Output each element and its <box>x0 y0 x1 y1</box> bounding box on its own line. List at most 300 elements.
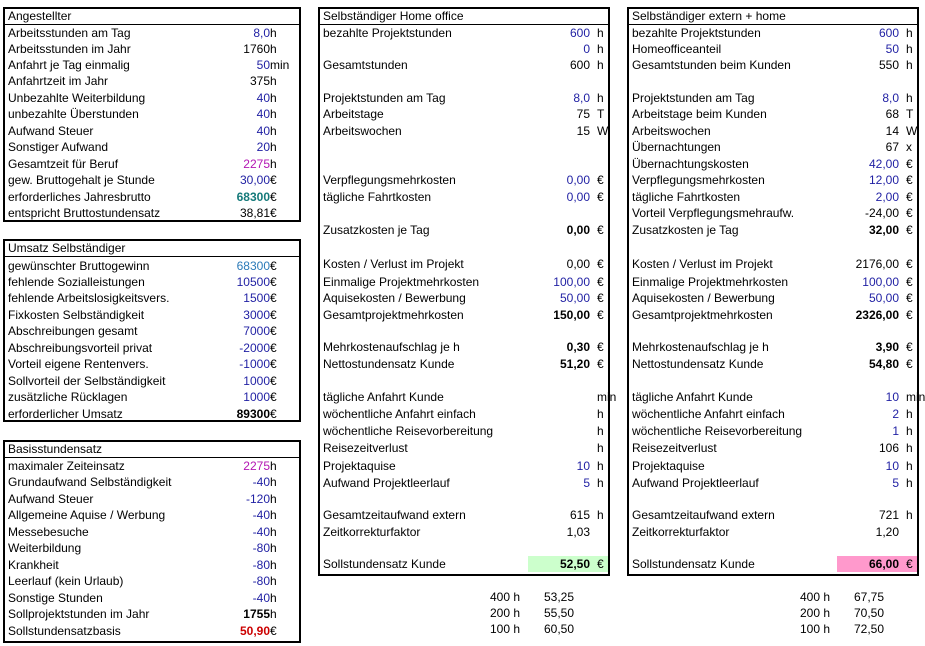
row-unit: h <box>270 124 277 138</box>
row-value[interactable]: 40 <box>256 124 270 138</box>
row-label: fehlende Sozialleistungen <box>8 275 145 289</box>
basis-row-sonstige-stunden-8 <box>5 590 299 606</box>
angestellter-title: Angestellter <box>5 9 299 25</box>
row-value[interactable]: 1500 <box>243 291 270 305</box>
row-value[interactable]: 7000 <box>243 324 270 338</box>
home-row-bezahlte-projektstunden-0 <box>320 25 608 41</box>
row-unit: € <box>597 257 604 271</box>
row-unit: € <box>906 257 913 271</box>
row-unit: h <box>906 508 913 522</box>
row-value[interactable]: 0,00 <box>566 223 590 237</box>
row-unit: h <box>270 475 277 489</box>
row-value[interactable]: 100,00 <box>862 275 899 289</box>
row-value[interactable]: -40 <box>252 475 270 489</box>
extern-row-woechentliche-anfahrt-einfach-19 <box>629 406 917 422</box>
row-value[interactable]: 1760 <box>243 42 270 56</box>
row-label: Vorteil Verpflegungsmehraufw. <box>632 206 795 220</box>
rate-table-hours: 400 h <box>799 590 830 604</box>
row-label: Aquisekosten / Bewerbung <box>632 291 775 305</box>
row-value[interactable]: 15 <box>576 124 590 138</box>
row-unit: € <box>270 624 277 638</box>
row-unit: € <box>906 173 913 187</box>
rate-table-rate: 60,50 <box>544 622 575 636</box>
row-unit: € <box>597 308 604 322</box>
row-unit: h <box>270 591 277 605</box>
row-unit: € <box>270 259 277 273</box>
row-value[interactable]: 2326,00 <box>855 308 899 322</box>
angestellter-row-arbeitsstunden-im-jahr-1 <box>5 41 299 57</box>
row-label: Nettostundensatz Kunde <box>632 357 764 371</box>
angestellter-panel <box>3 7 301 222</box>
row-unit: h <box>270 91 277 105</box>
row-value[interactable]: 89300 <box>236 407 270 421</box>
row-unit: € <box>270 341 277 355</box>
row-label: gew. Bruttogehalt je Stunde <box>8 173 155 187</box>
row-value[interactable]: 32,00 <box>868 223 899 237</box>
row-value[interactable]: 8,0 <box>573 91 590 105</box>
row-label: Messebesuche <box>8 525 89 539</box>
row-unit: T <box>597 107 605 121</box>
row-unit: h <box>597 476 604 490</box>
row-value[interactable]: 106 <box>878 441 899 455</box>
row-label: tägliche Fahrtkosten <box>323 190 432 204</box>
row-unit: h <box>270 42 277 56</box>
extern-row-kosten-verlust-im-projekt-12 <box>629 256 917 272</box>
row-value[interactable]: 67 <box>885 140 899 154</box>
row-unit: € <box>906 357 913 371</box>
row-label: Einmalige Projektmehrkosten <box>632 275 789 289</box>
row-unit: € <box>906 157 913 171</box>
extern-row-nettostundensatz-kunde-17 <box>629 356 917 372</box>
row-label: entspricht Bruttostundensatz <box>8 206 161 220</box>
extern-row-aquisekosten-bewerbung-14 <box>629 290 917 306</box>
umsatz-row-abschreibungsvorteil-privat-5 <box>5 340 299 356</box>
home-rate-table <box>450 590 610 640</box>
row-value[interactable]: 600 <box>569 58 590 72</box>
home-row-taegliche-fahrtkosten-7 <box>320 189 608 205</box>
row-value[interactable]: 10 <box>576 459 590 473</box>
row-label: Aufwand Steuer <box>8 124 94 138</box>
row-unit: h <box>906 91 913 105</box>
extern-row-woechentliche-reisevorbereitung-20 <box>629 423 917 439</box>
row-value[interactable]: 1755 <box>243 607 270 621</box>
basis-row-sollstundensatzbasis-10 <box>5 623 299 639</box>
row-value[interactable]: 0,00 <box>566 173 590 187</box>
row-unit: h <box>270 558 277 572</box>
row-label: Zusatzkosten je Tag <box>323 223 430 237</box>
basis-row-weiterbildung-5 <box>5 540 299 556</box>
row-label: Sollvorteil der Selbständigkeit <box>8 374 166 388</box>
row-unit: h <box>906 441 913 455</box>
row-value[interactable]: 68300 <box>236 190 270 204</box>
extern-row-projektaquise-22 <box>629 458 917 474</box>
row-unit: € <box>270 173 277 187</box>
row-value[interactable]: 14 <box>885 124 899 138</box>
row-value[interactable]: 2 <box>892 407 899 421</box>
row-value[interactable]: 40 <box>256 107 270 121</box>
row-unit: h <box>270 26 277 40</box>
extern-row-reisezeitverlust-21 <box>629 440 917 456</box>
extern-row-taegliche-fahrtkosten-9 <box>629 189 917 205</box>
home-row-kosten-verlust-im-projekt-9 <box>320 256 608 272</box>
row-label: Gesamtzeitaufwand extern <box>632 508 775 522</box>
row-label: Mehrkostenaufschlag je h <box>632 340 769 354</box>
row-value[interactable]: 0,00 <box>566 257 590 271</box>
row-label: Projektaquise <box>632 459 705 473</box>
row-value[interactable]: -40 <box>252 591 270 605</box>
row-unit: h <box>270 107 277 121</box>
row-label: Kosten / Verlust im Projekt <box>632 257 773 271</box>
row-value[interactable]: -120 <box>245 492 270 506</box>
extern-row-sollstundensatz-kunde-26 <box>629 556 917 572</box>
extern-row-vorteil-verpflegungsmehraufw-10 <box>629 205 917 221</box>
row-value[interactable]: 66,00 <box>837 556 917 572</box>
row-value[interactable]: 600 <box>569 26 590 40</box>
home-row-aquisekosten-bewerbung-11 <box>320 290 608 306</box>
extern-rate-table <box>760 590 920 640</box>
row-label: Kosten / Verlust im Projekt <box>323 257 464 271</box>
row-unit: W <box>906 124 918 138</box>
home-row-arbeitswochen-5 <box>320 123 608 139</box>
row-label: Anfahrt je Tag einmalig <box>8 58 130 72</box>
umsatz-row-gewuenschter-bruttogewinn-0 <box>5 258 299 274</box>
row-label: bezahlte Projektstunden <box>323 26 452 40</box>
row-unit: h <box>270 74 277 88</box>
row-value[interactable]: 8,0 <box>882 91 899 105</box>
extern-home-panel <box>627 7 925 576</box>
row-label: tägliche Anfahrt Kunde <box>632 390 753 404</box>
extern-row-gesamtprojektmehrkosten-15 <box>629 307 917 323</box>
row-label: Sollstundensatz Kunde <box>632 557 755 571</box>
row-value[interactable]: 8,0 <box>253 26 270 40</box>
home-office-panel <box>318 7 617 576</box>
row-value[interactable]: 0,30 <box>566 340 590 354</box>
row-value[interactable]: -40 <box>252 508 270 522</box>
row-label: Aufwand Steuer <box>8 492 94 506</box>
row-value[interactable]: 50 <box>256 58 270 72</box>
row-label: Zeitkorrekturfaktor <box>632 525 730 539</box>
row-value[interactable]: 1000 <box>243 374 270 388</box>
row-value[interactable]: 54,80 <box>868 357 899 371</box>
row-value[interactable]: 40 <box>256 91 270 105</box>
row-label: Arbeitstage beim Kunden <box>632 107 767 121</box>
row-label: fehlende Arbeitslosigkeitsvers. <box>8 291 170 305</box>
row-value[interactable]: 1,20 <box>875 525 899 539</box>
row-value[interactable]: -80 <box>252 541 270 555</box>
basis-row-aufwand-steuer-2 <box>5 491 299 507</box>
row-value[interactable]: 10500 <box>236 275 270 289</box>
home-row-sollstundensatz-kunde-23 <box>320 556 608 572</box>
row-value[interactable]: 721 <box>878 508 899 522</box>
row-unit: € <box>270 390 277 404</box>
row-label: erforderlicher Umsatz <box>8 407 123 421</box>
row-unit: € <box>270 291 277 305</box>
rate-table-hours: 100 h <box>489 622 520 636</box>
row-unit: h <box>597 508 604 522</box>
angestellter-row-entspricht-bruttostundensatz-11 <box>5 205 299 221</box>
row-label: Sollprojektstunden im Jahr <box>8 607 150 621</box>
row-value[interactable]: 38,81 <box>239 206 270 220</box>
extern-row-aufwand-projektleerlauf-23 <box>629 475 917 491</box>
row-value[interactable]: 2275 <box>243 157 270 171</box>
extern-row-arbeitstage-beim-kunden-4 <box>629 106 917 122</box>
row-value[interactable]: 3,90 <box>875 340 899 354</box>
row-value[interactable]: 375 <box>249 74 270 88</box>
angestellter-row-sonstiger-aufwand-7 <box>5 139 299 155</box>
row-unit: h <box>906 424 913 438</box>
row-unit: € <box>597 291 604 305</box>
home-row-nettostundensatz-kunde-14 <box>320 356 608 372</box>
row-label: Arbeitsstunden im Jahr <box>8 42 131 56</box>
extern-row-gesamtstunden-beim-kunden-2 <box>629 57 917 73</box>
row-unit: € <box>906 206 913 220</box>
basis-row-grundaufwand-selbstaendigkeit-1 <box>5 474 299 490</box>
extern-row-einmalige-projektmehrkosten-13 <box>629 274 917 290</box>
row-label: Gesamtprojektmehrkosten <box>323 308 464 322</box>
row-label: Anfahrtzeit im Jahr <box>8 74 109 88</box>
row-label: wöchentliche Anfahrt einfach <box>632 407 785 421</box>
row-value[interactable]: -80 <box>252 574 270 588</box>
row-label: Sollstundensatzbasis <box>8 624 121 638</box>
row-value[interactable]: 2,00 <box>875 190 899 204</box>
home-row-woechentliche-anfahrt-einfach-16 <box>320 406 608 422</box>
row-unit: h <box>906 58 913 72</box>
basis-title: Basisstundensatz <box>5 442 299 458</box>
row-value[interactable]: -1000 <box>239 357 270 371</box>
row-unit: € <box>270 407 277 421</box>
home-row-reisezeitverlust-18 <box>320 440 608 456</box>
row-value[interactable]: -24,00 <box>864 206 899 220</box>
extern-row-homeofficeanteil-1 <box>629 41 917 57</box>
angestellter-row-gew-bruttogehalt-je-stunde-9 <box>5 172 299 188</box>
row-value[interactable]: 12,00 <box>868 173 899 187</box>
rate-table-hours: 400 h <box>489 590 520 604</box>
row-value[interactable]: 0 <box>583 42 590 56</box>
home-row-einmalige-projektmehrkosten-10 <box>320 274 608 290</box>
basis-row-maximaler-zeiteinsatz-0 <box>5 458 299 474</box>
row-unit: h <box>597 91 604 105</box>
row-label: Projektstunden am Tag <box>632 91 755 105</box>
row-value[interactable]: -2000 <box>239 341 270 355</box>
row-unit: h <box>597 424 604 438</box>
angestellter-row-unbezahlte-ueberstunden-5 <box>5 106 299 122</box>
row-label: gewünschter Bruttogewinn <box>8 259 150 273</box>
row-unit: € <box>597 357 604 371</box>
rate-table-hours: 200 h <box>489 606 520 620</box>
row-unit: h <box>270 459 277 473</box>
row-value[interactable]: 100,00 <box>553 275 590 289</box>
row-value[interactable]: 1,03 <box>566 525 590 539</box>
row-label: Aquisekosten / Bewerbung <box>323 291 466 305</box>
extern-row-taegliche-anfahrt-kunde-18 <box>629 389 925 405</box>
row-label: Aufwand Projektleerlauf <box>632 476 759 490</box>
row-value[interactable]: 550 <box>878 58 899 72</box>
row-label: Arbeitstage <box>323 107 384 121</box>
row-value[interactable]: 20 <box>256 140 270 154</box>
row-value[interactable]: 3000 <box>243 308 270 322</box>
row-unit: € <box>270 190 277 204</box>
angestellter-row-anfahrtzeit-im-jahr-3 <box>5 73 299 89</box>
row-label: Einmalige Projektmehrkosten <box>323 275 480 289</box>
row-value[interactable]: 52,50 <box>528 556 608 572</box>
umsatz-row-vorteil-eigene-rentenvers-6 <box>5 356 299 372</box>
row-label: Projektaquise <box>323 459 396 473</box>
umsatz-panel <box>3 239 301 422</box>
row-value[interactable]: 75 <box>576 107 590 121</box>
row-label: Sollstundensatz Kunde <box>323 557 446 571</box>
row-label: Krankheit <box>8 558 59 572</box>
rate-table-hours: 200 h <box>799 606 830 620</box>
row-unit: h <box>597 42 604 56</box>
row-value[interactable]: 50,90 <box>239 624 270 638</box>
row-label: Gesamtstunden <box>323 58 408 72</box>
home-row-woechentliche-reisevorbereitung-17 <box>320 423 608 439</box>
row-label: tägliche Fahrtkosten <box>632 190 741 204</box>
row-unit: h <box>597 407 604 421</box>
row-value[interactable]: 51,20 <box>559 357 590 371</box>
row-unit: h <box>270 607 277 621</box>
row-value[interactable]: 30,00 <box>239 173 270 187</box>
row-label: maximaler Zeiteinsatz <box>8 459 125 473</box>
row-unit: € <box>906 223 913 237</box>
row-value[interactable]: -40 <box>252 525 270 539</box>
row-label: Homeofficeanteil <box>632 42 722 56</box>
home-row-verpflegungsmehrkosten-6 <box>320 172 608 188</box>
row-label: bezahlte Projektstunden <box>632 26 761 40</box>
rate-table-rate: 53,25 <box>544 590 575 604</box>
umsatz-row-fehlende-sozialleistungen-1 <box>5 274 299 290</box>
row-label: Gesamtzeitaufwand extern <box>323 508 466 522</box>
row-label: Unbezahlte Weiterbildung <box>8 91 146 105</box>
row-unit: h <box>270 492 277 506</box>
row-value[interactable]: 10 <box>885 459 899 473</box>
row-value[interactable]: 2275 <box>243 459 270 473</box>
home-row-zeitkorrekturfaktor-22 <box>320 524 608 540</box>
row-value[interactable]: 50,00 <box>559 291 590 305</box>
row-unit: € <box>270 206 277 220</box>
row-unit: € <box>270 324 277 338</box>
row-unit: € <box>906 291 913 305</box>
row-unit: h <box>270 574 277 588</box>
row-label: Gesamtstunden beim Kunden <box>632 58 791 72</box>
extern-row-gesamtzeitaufwand-extern-24 <box>629 507 917 523</box>
row-label: Reisezeitverlust <box>323 441 408 455</box>
row-unit: h <box>270 525 277 539</box>
row-unit: € <box>270 308 277 322</box>
row-value[interactable]: 50,00 <box>868 291 899 305</box>
row-value[interactable]: 68 <box>885 107 899 121</box>
row-label: Gesamtzeit für Beruf <box>8 157 119 171</box>
row-unit: € <box>597 173 604 187</box>
rate-table-hours: 100 h <box>799 622 830 636</box>
row-label: Arbeitsstunden am Tag <box>8 26 131 40</box>
row-unit: € <box>270 374 277 388</box>
row-label: Verpflegungsmehrkosten <box>323 173 456 187</box>
row-label: zusätzliche Rücklagen <box>8 390 128 404</box>
row-value[interactable]: 0,00 <box>566 190 590 204</box>
row-value[interactable]: 42,00 <box>868 157 899 171</box>
row-value[interactable]: 615 <box>569 508 590 522</box>
row-unit: € <box>597 557 604 571</box>
row-value[interactable]: 600 <box>878 26 899 40</box>
basis-panel <box>3 440 301 643</box>
rate-table-rate: 70,50 <box>854 606 885 620</box>
row-value[interactable]: 10 <box>885 390 899 404</box>
row-value[interactable]: 2176,00 <box>855 257 899 271</box>
row-unit: € <box>270 275 277 289</box>
row-label: Übernachtungskosten <box>632 157 749 171</box>
basis-row-sollprojektstunden-im-jahr-9 <box>5 606 299 622</box>
angestellter-row-unbezahlte-weiterbildung-4 <box>5 90 299 106</box>
row-label: Vorteil eigene Rentenvers. <box>8 357 149 371</box>
row-label: wöchentliche Anfahrt einfach <box>323 407 476 421</box>
row-value[interactable]: 150,00 <box>553 308 590 322</box>
extern-row-verpflegungsmehrkosten-8 <box>629 172 917 188</box>
angestellter-row-erforderliches-jahresbrutto-10 <box>5 189 299 205</box>
row-label: erforderliches Jahresbrutto <box>8 190 151 204</box>
row-unit: € <box>597 190 604 204</box>
row-value[interactable]: 5 <box>583 476 590 490</box>
row-unit: € <box>597 223 604 237</box>
rate-table-rate: 72,50 <box>854 622 885 636</box>
rate-table-rate: 67,75 <box>854 590 885 604</box>
row-label: Nettostundensatz Kunde <box>323 357 455 371</box>
row-unit: x <box>906 140 912 154</box>
row-unit: € <box>597 340 604 354</box>
basis-row-messebesuche-4 <box>5 524 299 540</box>
row-label: Projektstunden am Tag <box>323 91 446 105</box>
row-label: Übernachtungen <box>632 140 721 154</box>
angestellter-row-anfahrt-je-tag-einmalig-2 <box>5 57 299 73</box>
extern-row-uebernachtungen-6 <box>629 139 917 155</box>
home-row-gesamtstunden-2 <box>320 57 608 73</box>
row-value[interactable]: 5 <box>892 476 899 490</box>
row-label: Gesamtprojektmehrkosten <box>632 308 773 322</box>
home-row-projektaquise-19 <box>320 458 608 474</box>
umsatz-row-sollvorteil-der-selbstaendigkeit-7 <box>5 373 299 389</box>
umsatz-row-abschreibungen-gesamt-4 <box>5 323 299 339</box>
extern-row-uebernachtungskosten-7 <box>629 156 917 172</box>
row-value[interactable]: 68300 <box>236 259 270 273</box>
row-label: unbezahlte Überstunden <box>8 107 139 121</box>
row-value[interactable]: 50 <box>885 42 899 56</box>
umsatz-row-fehlende-arbeitslosigkeitsvers-2 <box>5 290 299 306</box>
home-row-arbeitstage-4 <box>320 106 608 122</box>
row-label: Reisezeitverlust <box>632 441 717 455</box>
row-unit: h <box>597 459 604 473</box>
row-unit: h <box>270 140 277 154</box>
extern-row-zeitkorrekturfaktor-25 <box>629 524 917 540</box>
home-row-row-1 <box>320 41 608 57</box>
row-value[interactable]: -80 <box>252 558 270 572</box>
home-row-gesamtprojektmehrkosten-12 <box>320 307 608 323</box>
row-label: Sonstige Stunden <box>8 591 103 605</box>
row-value[interactable]: 1000 <box>243 390 270 404</box>
row-unit: h <box>270 157 277 171</box>
row-unit: h <box>906 407 913 421</box>
extern-row-arbeitswochen-5 <box>629 123 917 139</box>
home-row-zusatzkosten-je-tag-8 <box>320 222 608 238</box>
home-office-title: Selbständiger Home office <box>320 9 608 25</box>
row-unit: T <box>906 107 914 121</box>
extern-row-mehrkostenaufschlag-je-h-16 <box>629 339 917 355</box>
row-value[interactable]: 1 <box>892 424 899 438</box>
row-label: wöchentliche Reisevorbereitung <box>323 424 494 438</box>
row-unit: h <box>906 26 913 40</box>
row-unit: h <box>906 476 913 490</box>
row-unit: h <box>270 508 277 522</box>
home-row-taegliche-anfahrt-kunde-15 <box>320 389 617 405</box>
